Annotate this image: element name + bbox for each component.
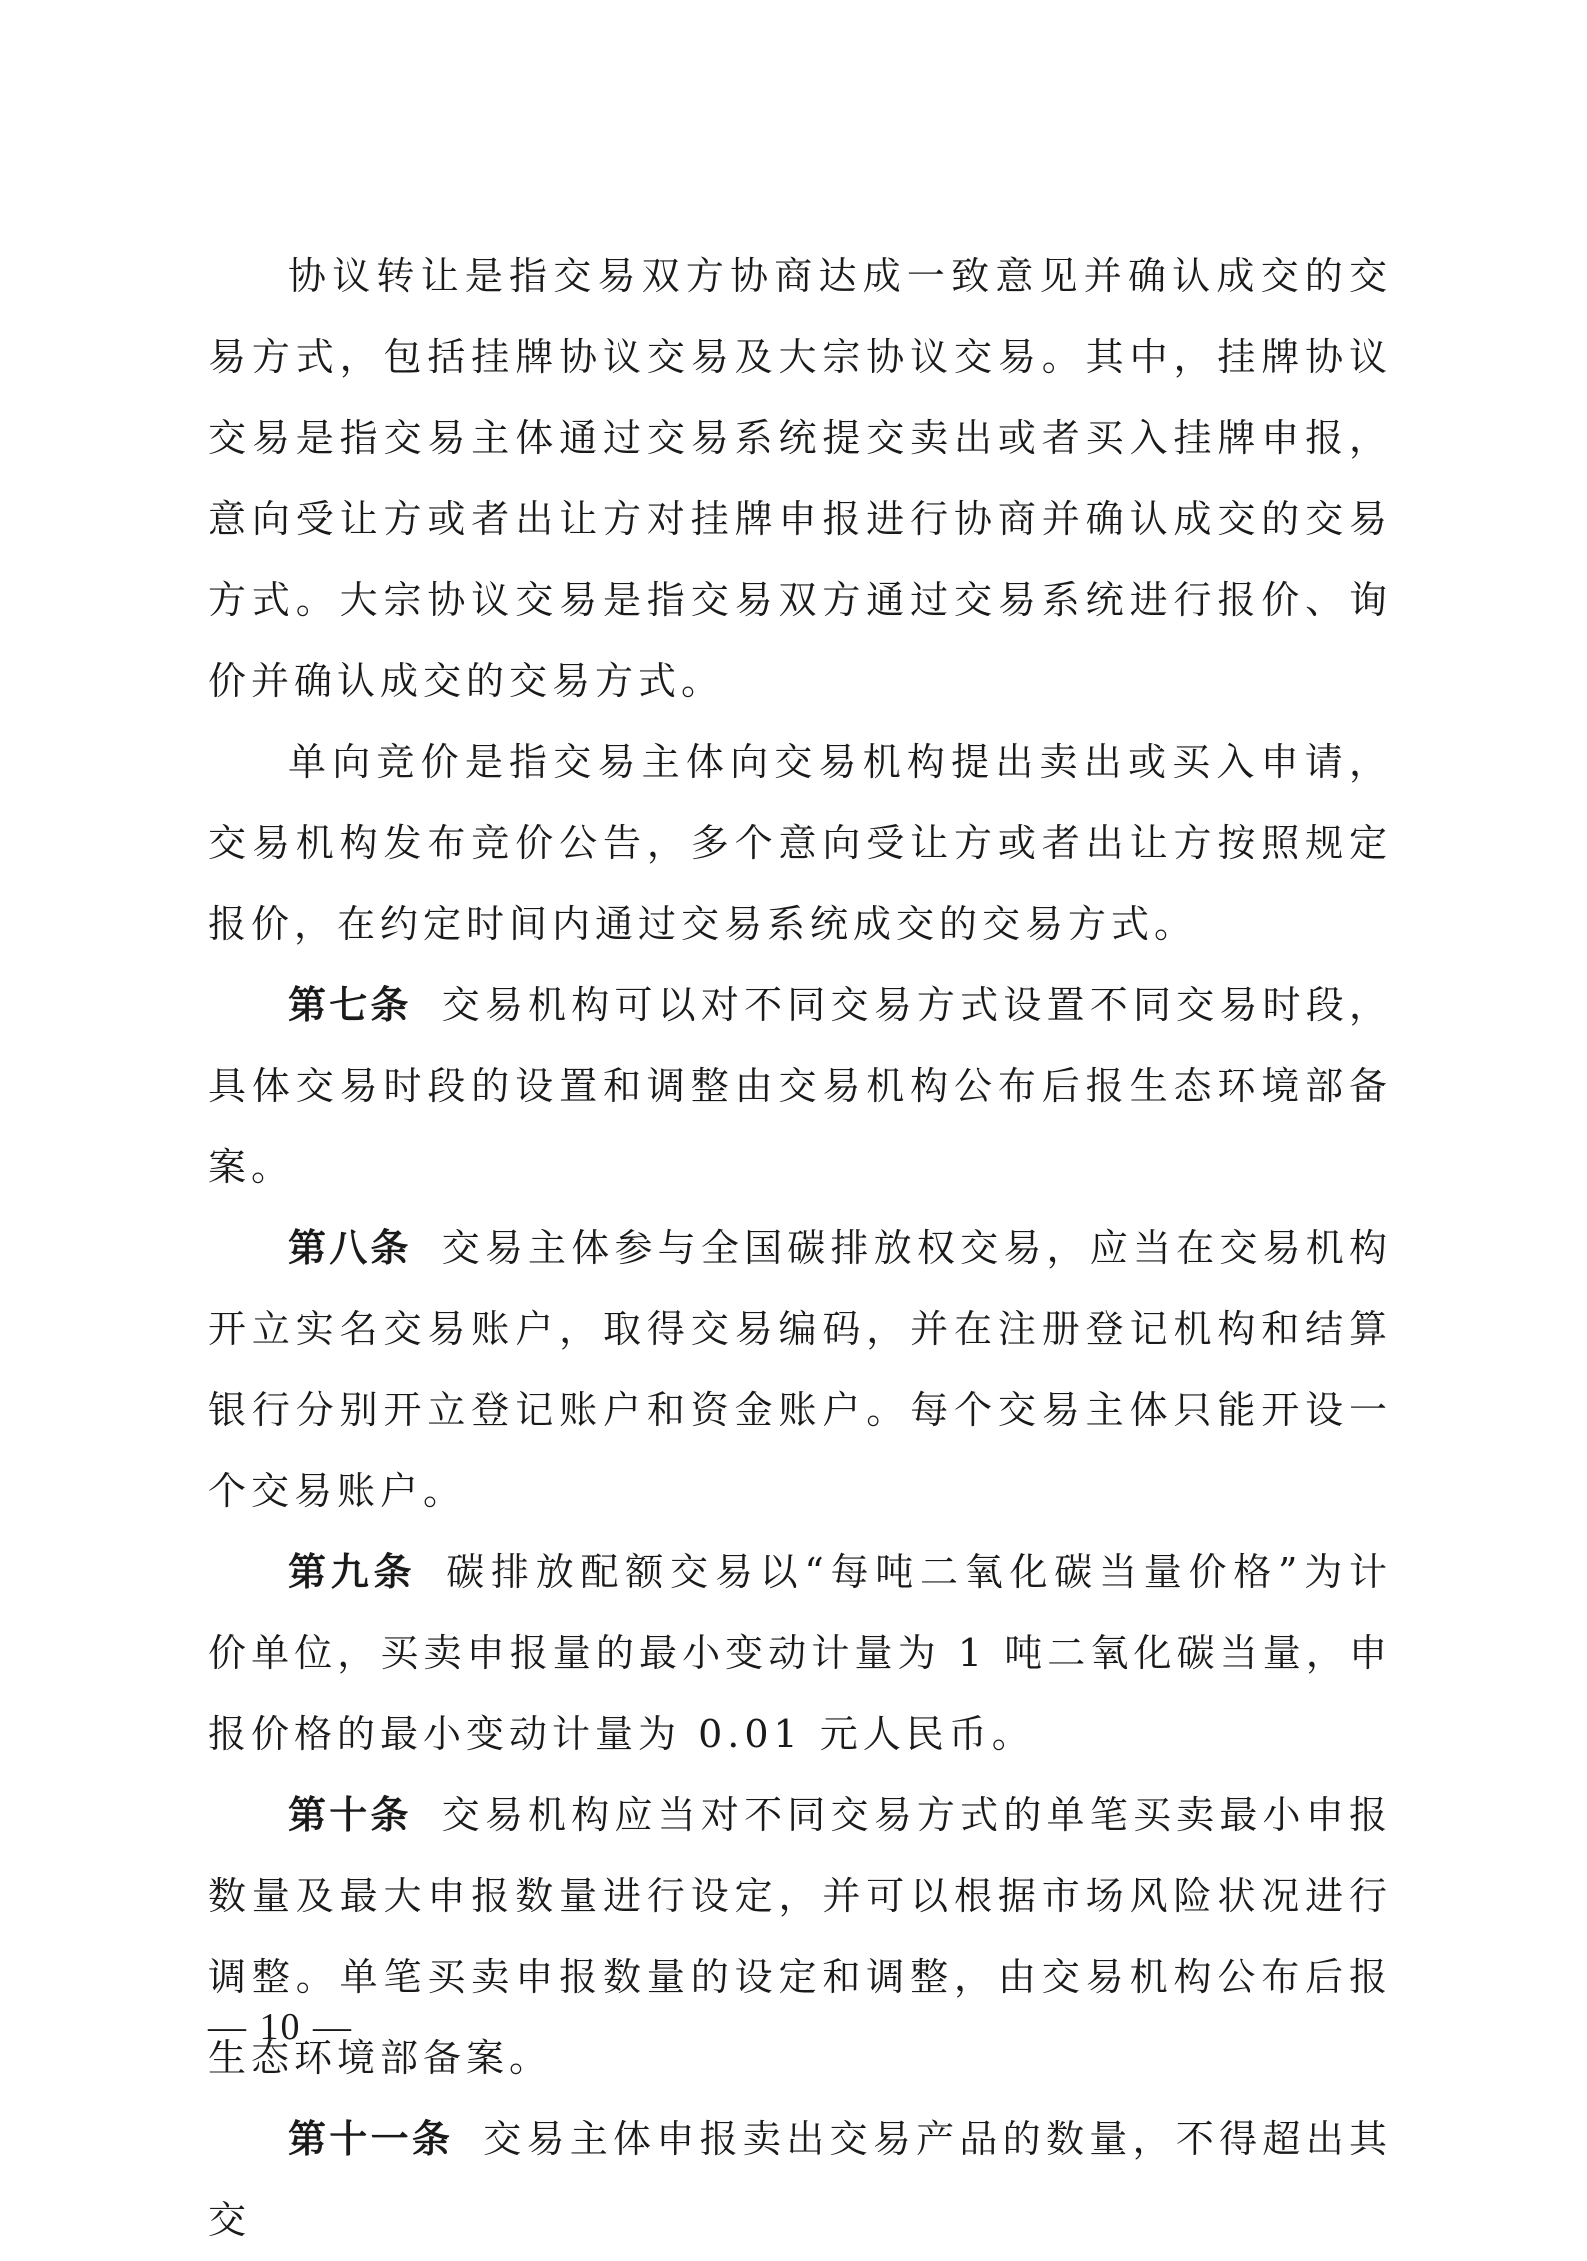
- paragraph-article-9: [208, 1532, 1392, 1775]
- paragraph-article-7: [208, 965, 1392, 1208]
- paragraph-text: 碳排放配额交易以“每吨二氧化碳当量价格”为计价单位，买卖申报量的最小变动计量为 1 吨二氧化碳当量，申报价格的最小变动计量为 0.01 元人民币。: [208, 1550, 1392, 1756]
- paragraph-one-way-bidding: [208, 722, 1392, 965]
- article-heading: 第八条: [288, 1226, 412, 1270]
- article-heading: 第十一条: [288, 2117, 454, 2161]
- paragraph-article-8: [208, 1208, 1392, 1532]
- paragraph-agreement-transfer: [208, 236, 1392, 722]
- article-heading: 第七条: [288, 983, 412, 1027]
- paragraph-article-11: [208, 2099, 1392, 2261]
- paragraph-text: 单向竞价是指交易主体向交易机构提出卖出或买入申请，交易机构发布竞价公告，多个意向受让方或者出让方按照规定报价，在约定时间内通过交易系统成交的交易方式。: [208, 740, 1392, 946]
- paragraph-article-10: [208, 1775, 1392, 2099]
- article-heading: 第九条: [288, 1550, 417, 1594]
- page-number: — 10 —: [208, 2006, 353, 2048]
- paragraph-text: 交易机构应当对不同交易方式的单笔买卖最小申报数量及最大申报数量进行设定，并可以根据市场风险状况进行调整。单笔买卖申报数量的设定和调整，由交易机构公布后报生态环境部备案。: [208, 1793, 1392, 2080]
- paragraph-text: 交易主体参与全国碳排放权交易，应当在交易机构开立实名交易账户，取得交易编码，并在注册登记机构和结算银行分别开立登记账户和资金账户。每个交易主体只能开设一个交易账户。: [208, 1226, 1392, 1513]
- paragraph-text: 交易机构可以对不同交易方式设置不同交易时段，具体交易时段的设置和调整由交易机构公布后报生态环境部备案。: [208, 983, 1392, 1189]
- document-body: [208, 236, 1392, 2261]
- paragraph-text: 交易主体申报卖出交易产品的数量，不得超出其交: [208, 2117, 1392, 2242]
- paragraph-text: 协议转让是指交易双方协商达成一致意见并确认成交的交易方式，包括挂牌协议交易及大宗协议交易。其中，挂牌协议交易是指交易主体通过交易系统提交卖出或者买入挂牌申报，意向受让方或者出让方对挂牌申报进行协商并确认成交的交易方式。大宗协议交易是指交易双方通过交易系统进行报价、询价并确认成交的交易方式。: [208, 254, 1392, 703]
- article-heading: 第十条: [288, 1793, 412, 1837]
